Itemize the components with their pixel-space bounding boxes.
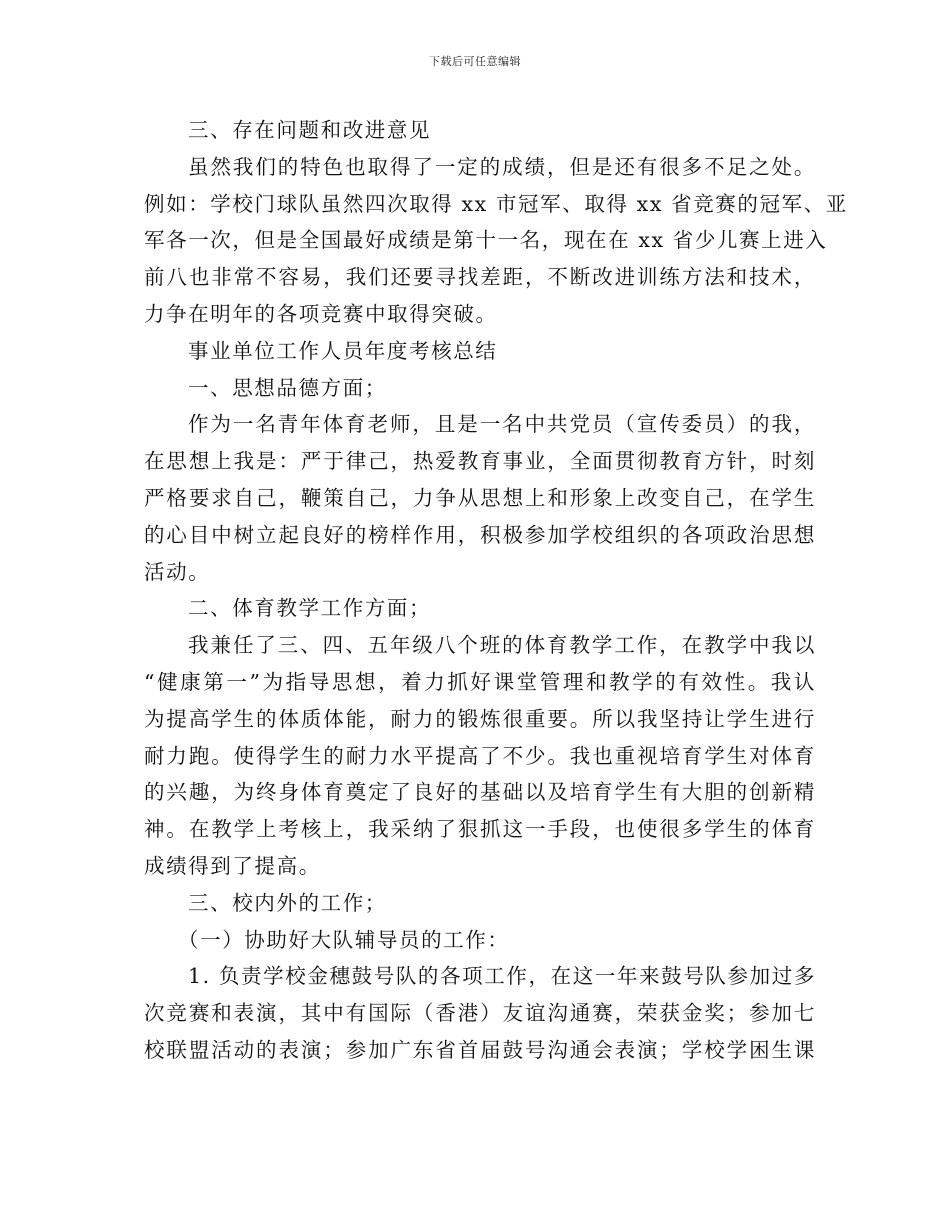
text-line: 三、存在问题和改进意见 (188, 118, 432, 142)
text-line: 的心目中树立起良好的榜样作用，积极参加学校组织的各项政治思想 (144, 522, 816, 547)
text-line: 三、校内外的工作； (188, 890, 387, 915)
document-body (144, 112, 848, 1069)
text-line: 二、体育教学工作方面； (188, 596, 432, 621)
text-line: 军各一次，但是全国最好成绩是第十一名，现在在 xx 省少儿赛上进入 (144, 228, 828, 253)
text-line: 一、思想品德方面； (188, 375, 387, 400)
text-line: “健康第一”为指导思想，着力抓好课堂管理和教学的有效性。我认 (144, 669, 816, 694)
text-line: 为提高学生的体质体能，耐力的锻炼很重要。所以我坚持让学生进行 (144, 706, 816, 731)
text-line: 神。在教学上考核上，我采纳了狠抓这一手段，也使很多学生的体育 (144, 817, 816, 842)
text-line: 次竞赛和表演，其中有国际（香港）友谊沟通赛，荣获金奖；参加七 (144, 1001, 816, 1026)
text-line: 成绩得到了提高。 (144, 853, 321, 878)
text-line: （一）协助好大队辅导员的工作： (178, 927, 510, 952)
text-line: 力争在明年的各项竞赛中取得突破。 (144, 301, 498, 326)
text-line: 耐力跑。使得学生的耐力水平提高了不少。我也重视培育学生对体育 (144, 743, 816, 768)
text-line: 事业单位工作人员年度考核总结 (188, 338, 498, 363)
page-header: 下载后可任意编辑 (429, 55, 521, 68)
text-line: 的兴趣，为终身体育奠定了良好的基础以及培育学生有大胆的创新精 (144, 780, 816, 805)
text-line: 例如：学校门球队虽然四次取得 xx 市冠军、取得 xx 省竞赛的冠军、亚 (144, 191, 848, 216)
text-line: 作为一名青年体育老师，且是一名中共党员（宣传委员）的我， (188, 412, 816, 437)
text-line: 在思想上我是：严于律己，热爱教育事业，全面贯彻教育方针，时刻 (144, 449, 816, 474)
text-line: 严格要求自己，鞭策自己，力争从思想上和形象上改变自己，在学生 (144, 485, 816, 510)
text-line: 虽然我们的特色也取得了一定的成绩，但是还有很多不足之处。 (188, 154, 816, 179)
text-line: 1. 负责学校金穗鼓号队的各项工作，在这一年来鼓号队参加过多 (188, 964, 816, 989)
text-line: 活动。 (144, 559, 211, 584)
text-line: 我兼任了三、四、五年级八个班的体育教学工作，在教学中我以 (188, 633, 816, 658)
text-line: 校联盟活动的表演；参加广东省首届鼓号沟通会表演；学校学困生课 (144, 1037, 816, 1062)
text-line: 前八也非常不容易，我们还要寻找差距，不断改进训练方法和技术， (144, 265, 816, 290)
